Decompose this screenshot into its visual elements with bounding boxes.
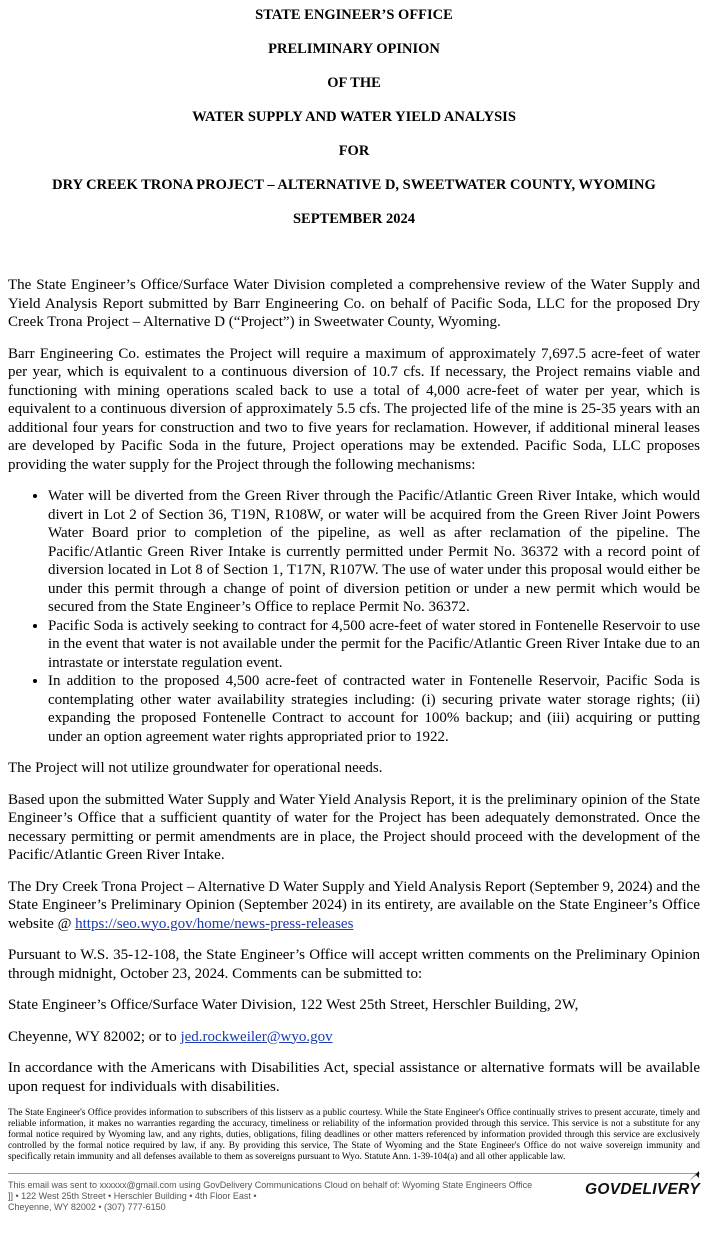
footer-text	[8, 1180, 598, 1213]
paragraph-comments: Pursuant to W.S. 35-12-108, the State Engineer’s Office will accept written comments on the Preliminary Opinion through midnight, October 23, 2024. Comments can be submitted to:	[8, 947, 700, 982]
mechanisms-list	[8, 487, 700, 746]
email-footer	[8, 1180, 700, 1216]
paragraph-ada: In accordance with the Americans with Disabilities Act, special assistance or alternative formats will be available upon request for individuals with disabilities.	[8, 1060, 700, 1095]
footer-divider	[8, 1173, 700, 1174]
paragraph-opinion: Based upon the submitted Water Supply and Water Yield Analysis Report, it is the preliminary opinion of the State Engineer’s Office that a sufficient quantity of water for the Project has been adequately demonstrated. Once the necessary permitting or permit amendments are in place, the Project should proceed with the development of the Pacific/Atlantic Green River Intake.	[8, 791, 700, 863]
email-link[interactable]: jed.rockweiler@wyo.gov	[180, 1028, 333, 1045]
title-line-for: FOR	[338, 143, 370, 159]
paragraph-contact	[8, 1028, 700, 1047]
availability-text: The Dry Creek Trona Project – Alternative D Water Supply and Yield Analysis Report (September 9, 2024) and the State Engineer’s Preliminary Opinion (September 2024) in its entirety, are available on the State Engineer’s Office website @	[8, 878, 700, 932]
title-line-analysis: WATER SUPPLY AND WATER YIELD ANALYSIS	[192, 109, 516, 125]
list-item: • In addition to the proposed 4,500 acre-feet of contracted water in Fontenelle Reservoir, Pacific Soda is contemplating other water availability strategies including: (i) securing private water storage rights; (ii) expanding the proposed Fontenelle Contract to account for 100% backup; and (iii) acquiring or putting under an option agreement water rights appropriated prior to 1922.	[48, 672, 700, 746]
footer-city-line: Cheyenne, WY 82002 • (307) 777-6150	[8, 1202, 166, 1212]
footer-address-line: ]] • 122 West 25th Street • Herschler Building • 4th Floor East •	[8, 1191, 257, 1201]
paragraph-review: The State Engineer’s Office/Surface Water Division completed a comprehensive review of the Water Supply and Yield Analysis Report submitted by Barr Engineering Co. on behalf of Pacific Soda, LLC for the proposed Dry Creek Trona Project – Alternative D (“Project”) in Sweetwater County, Wyoming.	[8, 277, 700, 330]
title-line-opinion: PRELIMINARY OPINION	[268, 41, 440, 57]
list-item: • Pacific Soda is actively seeking to contract for 4,500 acre-feet of water stored in Fontenelle Reservoir to use in the event that water is not available under the permit for the Pacific/Atlantic Green River Intake due to an intrastate or interstate regulation event.	[48, 617, 700, 673]
paragraph-availability	[8, 878, 700, 934]
paragraph-estimate: Barr Engineering Co. estimates the Project will require a maximum of approximately 7,697.5 acre-feet of water per year, which is equivalent to a continuous diversion of 10.7 cfs. If necessary, the Project remains viable and functioning with mining operations scaled back to use a total of 4,000 acre-feet of water per year, which is equivalent to a continuous diversion of approximately 5.5 cfs. The projected life of the mine is 25-35 years with an additional four years for construction and two to five years for reclamation. However, if additional mineral leases are developed by Pacific Soda in the future, Project operations may be extended. Pacific Soda, LLC proposes providing the water supply for the Project through the following mechanisms:	[8, 345, 700, 473]
title-block	[8, 0, 700, 228]
paragraph-address: State Engineer’s Office/Surface Water Division, 122 West 25th Street, Herschler Building, 2W,	[8, 997, 579, 1013]
title-line-project: DRY CREEK TRONA PROJECT – ALTERNATIVE D, SWEETWATER COUNTY, WYOMING	[52, 177, 656, 193]
title-line-of-the: OF THE	[327, 75, 381, 91]
disclaimer: The State Engineer's Office provides information to subscribers of this listserv as a public courtesy. While the State Engineer's Office continually strives to present accurate, timely and reliable information, it makes no warranties regarding the accuracy, timeliness or reliability of the information provided through this service. This service is not a substitute for any formal notice required by Wyoming law, and any rights, duties, obligations, filing deadlines or other matters referenced by information provided through this service are exclusively controlled by the formal notice required by law, if any. By providing this service, The State of Wyoming and the State Engineer's Office do not waive sovereign immunity and specifically retain immunity and all defenses available to them as sovereigns pursuant to Wyo. Statute Ann. 1-39-104(a) and all other applicable law.	[8, 1108, 700, 1162]
title-line-office: STATE ENGINEER’S OFFICE	[255, 7, 453, 23]
footer-sent-line: This email was sent to xxxxxx@gmail.com using GovDelivery Communications Cloud on behalf of: Wyoming State Engineers Office	[8, 1180, 533, 1190]
govdelivery-logo[interactable]: GOVDELIVERY	[585, 1181, 700, 1198]
contact-text: Cheyenne, WY 82002; or to	[8, 1028, 181, 1045]
paragraph-groundwater: The Project will not utilize groundwater for operational needs.	[8, 760, 383, 776]
list-item: • Water will be diverted from the Green River through the Pacific/Atlantic Green River Intake, which would divert in Lot 2 of Section 36, T19N, R108W, or water will be acquired from the Green River Joint Powers Water Board prior to completion of the pipeline, as well as after reclamation of the pipeline. The Pacific/Atlantic Green River Intake is currently permitted under Permit No. 36372 with a record point of diversion located in Lot 8 of Section 1, T17N, R107W. The use of water under this proposal would either be under this permit through a change of point of diversion petition or under a new permit which would be secured from the State Engineer’s Office to replace Permit No. 36372.	[48, 487, 700, 617]
news-releases-link[interactable]: https://seo.wyo.gov/home/news-press-releases	[75, 915, 354, 932]
title-line-date: SEPTEMBER 2024	[292, 211, 416, 227]
